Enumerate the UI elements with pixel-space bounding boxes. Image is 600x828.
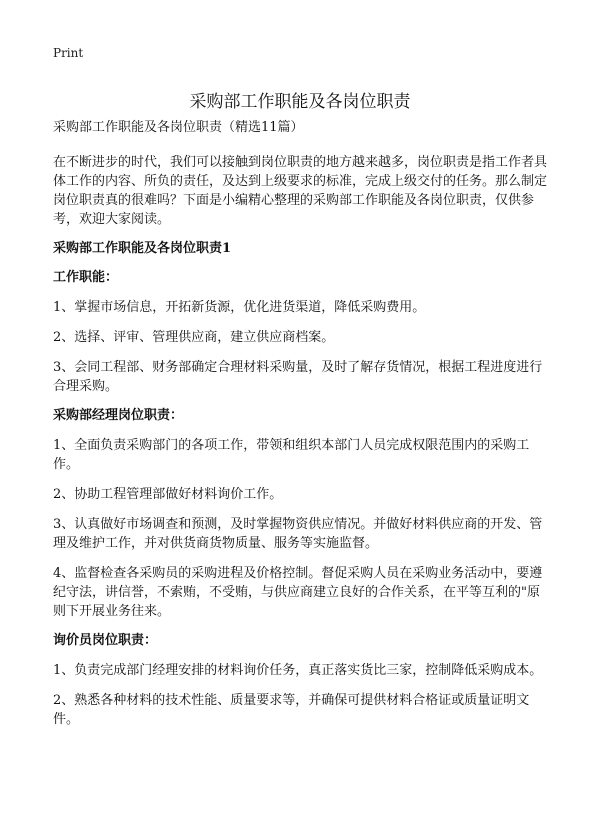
work-function-item: 3、会同工程部、财务部确定合理材料采购量，及时了解存货情况，根据工程进度进行合理采购。	[53, 360, 543, 394]
manager-duty-item: 4、监督检查各采购员的采购进程及价格控制。督促采购人员在采购业务活动中，要遵纪守法，讲信誉，不索贿，不受贿，与供应商建立良好的合作关系，在平等互利的"原则下开展业务往来。	[53, 566, 543, 619]
inquiry-duty-item: 1、负责完成部门经理安排的材料询价任务，真正落实货比三家，控制降低采购成本。	[53, 663, 543, 678]
inquiry-duties-heading: 询价员岗位职责：	[53, 633, 158, 648]
document-title: 采购部工作职能及各岗位职责	[189, 92, 411, 113]
print-label: Print	[53, 46, 84, 60]
manager-duty-item: 3、认真做好市场调查和预测，及时掌握物资供应情况。并做好材料供应商的开发、管理及维护工作，并对供货商货物质量、服务等实施监督。	[53, 517, 543, 551]
section-heading: 采购部工作职能及各岗位职责1	[53, 241, 232, 256]
document-body	[53, 119, 550, 740]
work-function-item: 1、掌握市场信息，开拓新货源，优化进货渠道，降低采购费用。	[53, 300, 426, 315]
intro-paragraph: 在不断进步的时代，我们可以接触到岗位职责的地方越来越多，岗位职责是指工作者具体工作的内容、所负的责任，及达到上级要求的标准，完成上级交付的任务。那么制定岗位职责真的很难吗？下面是小编精心整理的采购部工作职能及各岗位职责，仅供参考，欢迎大家阅读。	[53, 155, 548, 227]
work-functions-heading: 工作职能：	[53, 270, 119, 285]
manager-duty-item: 1、全面负责采购部门的各项工作，带领和组织本部门人员完成权限范围内的采购工作。	[53, 438, 530, 472]
document-subtitle: 采购部工作职能及各岗位职责（精选11篇）	[53, 120, 304, 135]
inquiry-duty-item: 2、熟悉各种材料的技术性能、质量要求等，并确保可提供材料合格证或质量证明文件。	[53, 693, 530, 727]
work-function-item: 2、选择、评审、管理供应商，建立供应商档案。	[53, 330, 335, 345]
manager-duties-heading: 采购部经理岗位职责：	[53, 408, 184, 423]
manager-duty-item: 2、协助工程管理部做好材料询价工作。	[53, 487, 283, 502]
